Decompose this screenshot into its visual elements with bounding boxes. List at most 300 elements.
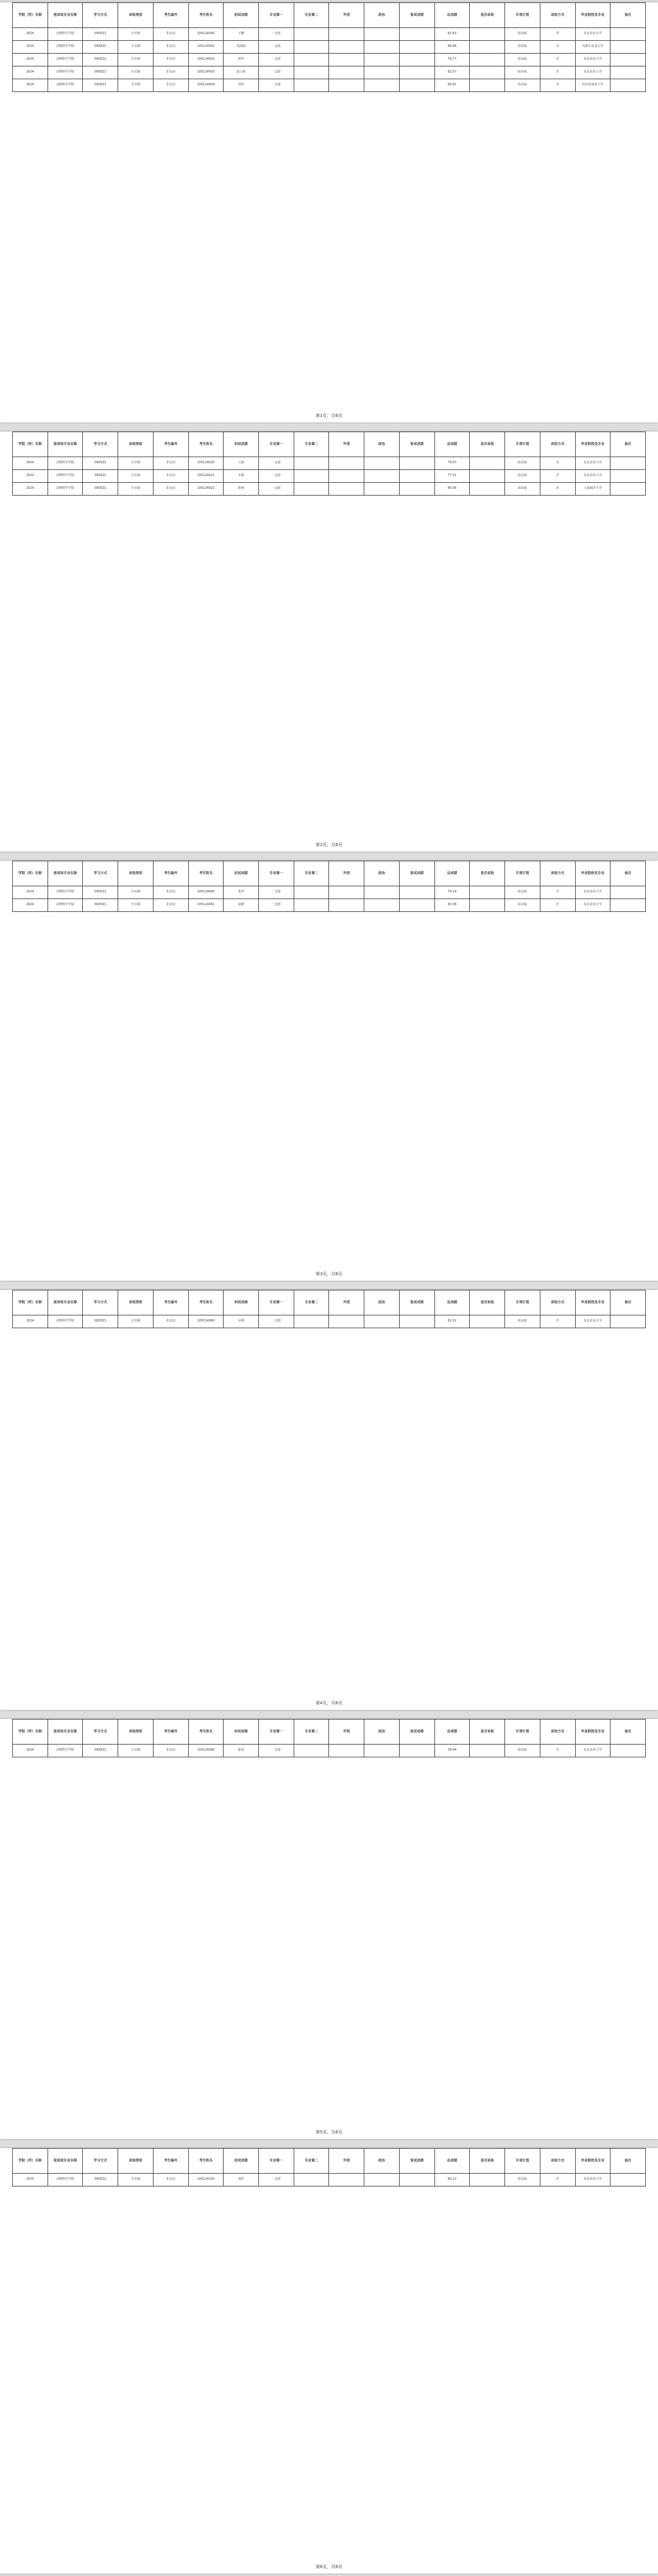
table-cell: 80.61 — [434, 79, 470, 92]
column-header: 初试成绩 — [224, 1720, 259, 1745]
table-cell — [399, 28, 434, 41]
column-header: 报录取专业名称 — [48, 1290, 83, 1315]
table-cell — [364, 483, 400, 496]
table-cell — [294, 886, 329, 899]
table-row — [13, 54, 646, 66]
table-cell: 否 — [540, 457, 575, 470]
table-cell: 哈尔滨商业大学 — [575, 79, 610, 92]
column-header: 专项计划 — [505, 861, 540, 886]
column-header: 考生编号 — [153, 2149, 188, 2174]
table-cell: 2024 — [13, 470, 48, 483]
table-cell: 一志愿 — [259, 483, 294, 496]
admission-table — [12, 861, 646, 912]
table-cell: 2024 — [13, 1315, 48, 1328]
table-cell: 否 — [540, 79, 575, 92]
table-cell: 非定向 — [153, 457, 188, 470]
table-cell — [329, 483, 364, 496]
column-header: 考生姓名 — [188, 1290, 224, 1315]
table-cell: 80.36 — [434, 483, 470, 496]
table-cell — [364, 899, 400, 912]
table-cell: 79.77 — [434, 54, 470, 66]
column-header: 初试成绩 — [224, 3, 259, 28]
table-cell: 动物科学学院 — [48, 470, 83, 483]
table-cell — [294, 41, 329, 54]
column-header: 是否录取 — [470, 861, 505, 886]
table-row — [13, 457, 646, 470]
column-header: 初试成绩 — [224, 432, 259, 457]
table-body — [13, 886, 646, 912]
table-header — [13, 432, 646, 457]
table-cell — [329, 66, 364, 79]
table-row — [13, 28, 646, 41]
table-cell: 0905Z1 — [83, 79, 118, 92]
table-cell: 2024 — [13, 1745, 48, 1757]
column-header: 专项计划 — [505, 3, 540, 28]
table-cell — [399, 1745, 434, 1757]
table-cell: 拟录取 — [505, 28, 540, 41]
column-header: 政治 — [364, 1720, 400, 1745]
table-cell: 韩华 — [224, 54, 259, 66]
table-cell — [399, 470, 434, 483]
table-cell — [294, 1745, 329, 1757]
page-sheet-4 — [0, 1290, 658, 1710]
column-header: 专业课二 — [294, 3, 329, 28]
column-header: 学院（所）名称 — [13, 432, 48, 457]
table-cell: 78.67 — [434, 457, 470, 470]
table-cell: 全日制 — [118, 457, 154, 470]
column-header: 外语 — [329, 432, 364, 457]
column-header: 专项计划 — [505, 1720, 540, 1745]
table-cell: 一志愿 — [259, 41, 294, 54]
table-cell: 非定向 — [153, 886, 188, 899]
table-cell: 东北农业大学 — [575, 2174, 610, 2186]
column-header: 外语 — [329, 861, 364, 886]
table-cell: 一志愿 — [259, 79, 294, 92]
column-header: 毕业院校及专业 — [575, 861, 610, 886]
table-cell: 动物科学学院 — [48, 457, 83, 470]
table-cell: 非定向 — [153, 79, 188, 92]
page-sheet-5 — [0, 1719, 658, 2139]
table-body — [13, 28, 646, 92]
table-cell: 王丽 — [224, 457, 259, 470]
table-cell — [329, 2174, 364, 2186]
table-cell — [610, 28, 646, 41]
table-cell: 拟录取 — [505, 483, 540, 496]
header-row — [13, 861, 646, 886]
table-cell — [294, 483, 329, 496]
column-header: 总成绩 — [434, 432, 470, 457]
table-cell — [610, 66, 646, 79]
table-cell: 0905Z1 — [83, 66, 118, 79]
column-header: 初试成绩 — [224, 1290, 259, 1315]
column-header: 复试成绩 — [399, 861, 434, 886]
table-row — [13, 41, 646, 54]
table-cell — [364, 28, 400, 41]
table-cell — [470, 2174, 505, 2186]
table-cell: 0905Z1 — [83, 41, 118, 54]
column-header: 录取方式 — [540, 3, 575, 28]
column-header: 初试成绩 — [224, 2149, 259, 2174]
table-cell — [364, 2174, 400, 2186]
column-header: 复试成绩 — [399, 1290, 434, 1315]
table-cell: 2024 — [13, 41, 48, 54]
table-body — [13, 457, 646, 496]
table-cell — [329, 886, 364, 899]
table-cell — [470, 54, 505, 66]
page-footer: 第5页，共6页 — [316, 2130, 342, 2135]
table-cell: 105124001 — [188, 41, 224, 54]
table-cell: 动物科学学院 — [48, 54, 83, 66]
table-cell: 否 — [540, 470, 575, 483]
table-cell — [470, 1315, 505, 1328]
table-cell — [610, 457, 646, 470]
table-cell: 拟录取 — [505, 54, 540, 66]
column-header: 考生编号 — [153, 3, 188, 28]
table-row — [13, 1745, 646, 1757]
table-cell — [294, 79, 329, 92]
table-cell: 陈晨 — [224, 1745, 259, 1757]
column-header: 考生编号 — [153, 861, 188, 886]
table-cell — [470, 1745, 505, 1757]
table-cell: 赵立新 — [224, 66, 259, 79]
column-header: 报录取专业名称 — [48, 432, 83, 457]
table-cell — [470, 483, 505, 496]
table-cell: 东北农业大学 — [575, 54, 610, 66]
header-row — [13, 1720, 646, 1745]
column-header: 总成绩 — [434, 2149, 470, 2174]
table-cell — [329, 1745, 364, 1757]
column-header: 录取类别 — [118, 861, 154, 886]
column-header: 报录取专业名称 — [48, 1720, 83, 1745]
page-footer: 第2页，共6页 — [316, 842, 342, 847]
column-header: 备注 — [610, 2149, 646, 2174]
table-cell — [364, 41, 400, 54]
table-row — [13, 886, 646, 899]
table-cell: 非定向 — [153, 470, 188, 483]
table-cell — [399, 483, 434, 496]
table-cell: 0905Z1 — [83, 28, 118, 41]
table-cell: 王鹏 — [224, 28, 259, 41]
table-cell: 否 — [540, 1745, 575, 1757]
table-cell: 动物科学学院 — [48, 1315, 83, 1328]
column-header: 报录取专业名称 — [48, 3, 83, 28]
column-header: 外语 — [329, 3, 364, 28]
table-cell: 动物科学学院 — [48, 66, 83, 79]
table-cell: 东北农业大学 — [575, 1315, 610, 1328]
table-row — [13, 899, 646, 912]
column-header: 政治 — [364, 861, 400, 886]
table-cell: 拟录取 — [505, 1745, 540, 1757]
column-header: 学院（所）名称 — [13, 1290, 48, 1315]
table-cell: 拟录取 — [505, 2174, 540, 2186]
table-cell — [399, 1315, 434, 1328]
table-cell: 全日制 — [118, 1745, 154, 1757]
table-cell: 105124003 — [188, 66, 224, 79]
table-cell: 动物科学学院 — [48, 886, 83, 899]
column-header: 考生编号 — [153, 1720, 188, 1745]
admission-table — [12, 1290, 646, 1328]
table-cell — [294, 470, 329, 483]
page-sheet-2 — [0, 432, 658, 852]
table-cell — [364, 1315, 400, 1328]
column-header: 专业课一 — [259, 2149, 294, 2174]
column-header: 备注 — [610, 3, 646, 28]
column-header: 学习方式 — [83, 432, 118, 457]
table-cell — [294, 54, 329, 66]
table-cell — [399, 886, 434, 899]
table-cell: 一志愿 — [259, 66, 294, 79]
table-cell — [399, 66, 434, 79]
table-cell: 82.57 — [434, 66, 470, 79]
column-header: 考生姓名 — [188, 861, 224, 886]
column-header: 学院（所）名称 — [13, 861, 48, 886]
table-cell: 非定向 — [153, 1745, 188, 1757]
table-cell — [329, 470, 364, 483]
table-row — [13, 2174, 646, 2186]
table-cell: 否 — [540, 28, 575, 41]
table-cell: 2024 — [13, 886, 48, 899]
table-cell — [470, 899, 505, 912]
table-cell: 0905Z1 — [83, 886, 118, 899]
table-cell — [294, 457, 329, 470]
table-cell: 东北农业大学 — [575, 1745, 610, 1757]
table-cell: 105124021 — [188, 470, 224, 483]
column-header: 政治 — [364, 3, 400, 28]
table-cell — [610, 2174, 646, 2186]
column-header: 专业课二 — [294, 861, 329, 886]
table-cell: 拟录取 — [505, 41, 540, 54]
table-cell — [470, 886, 505, 899]
table-cell: 否 — [540, 41, 575, 54]
table-cell: 东北农业大学 — [575, 66, 610, 79]
table-cell: 全日制 — [118, 79, 154, 92]
table-cell: 东北农业大学 — [575, 886, 610, 899]
table-cell — [364, 1745, 400, 1757]
column-header: 专项计划 — [505, 2149, 540, 2174]
table-cell: 拟录取 — [505, 886, 540, 899]
table-cell: 2024 — [13, 899, 48, 912]
column-header: 专项计划 — [505, 1290, 540, 1315]
table-cell — [470, 470, 505, 483]
header-row — [13, 2149, 646, 2174]
header-row — [13, 432, 646, 457]
table-cell: 非定向 — [153, 483, 188, 496]
table-cell: 动物科学学院 — [48, 79, 83, 92]
column-header: 考生姓名 — [188, 3, 224, 28]
column-header: 专项计划 — [505, 432, 540, 457]
table-cell: 一志愿 — [259, 470, 294, 483]
table-cell: 0905Z1 — [83, 1315, 118, 1328]
table-cell: 81.02 — [434, 1315, 470, 1328]
table-cell: 拟录取 — [505, 66, 540, 79]
page-sheet-6 — [0, 2148, 658, 2574]
table-cell — [610, 886, 646, 899]
table-cell — [329, 1315, 364, 1328]
table-cell — [399, 2174, 434, 2186]
table-header — [13, 1290, 646, 1315]
table-cell — [329, 457, 364, 470]
table-cell: 孙明 — [224, 483, 259, 496]
column-header: 外语 — [329, 1720, 364, 1745]
table-cell: 一志愿 — [259, 28, 294, 41]
column-header: 考生编号 — [153, 1290, 188, 1315]
table-cell — [294, 2174, 329, 2186]
table-cell: 刘洋 — [224, 2174, 259, 2186]
table-cell — [610, 54, 646, 66]
table-cell: 79.14 — [434, 886, 470, 899]
table-cell: 全日制 — [118, 1315, 154, 1328]
column-header: 总成绩 — [434, 1290, 470, 1315]
table-cell: 105124020 — [188, 457, 224, 470]
table-cell — [470, 66, 505, 79]
table-cell: 0905Z1 — [83, 483, 118, 496]
table-header — [13, 2149, 646, 2174]
page-footer: 第3页，共6页 — [316, 1272, 342, 1276]
table-cell: 动物科学学院 — [48, 1745, 83, 1757]
table-cell: 全日制 — [118, 54, 154, 66]
table-cell — [399, 899, 434, 912]
table-cell: 否 — [540, 483, 575, 496]
column-header: 毕业院校及专业 — [575, 1720, 610, 1745]
table-cell: 非定向 — [153, 28, 188, 41]
column-header: 专业课一 — [259, 432, 294, 457]
table-cell: 一志愿 — [259, 886, 294, 899]
table-body — [13, 1315, 646, 1328]
table-cell: 一志愿 — [259, 1315, 294, 1328]
table-cell: 非定向 — [153, 2174, 188, 2186]
column-header: 是否录取 — [470, 432, 505, 457]
table-cell: 0905Z1 — [83, 54, 118, 66]
column-header: 备注 — [610, 861, 646, 886]
table-cell — [610, 470, 646, 483]
column-header: 毕业院校及专业 — [575, 2149, 610, 2174]
table-cell: 82.08 — [434, 899, 470, 912]
column-header: 复试成绩 — [399, 3, 434, 28]
table-cell — [470, 79, 505, 92]
table-cell — [610, 79, 646, 92]
table-cell — [364, 470, 400, 483]
column-header: 复试成绩 — [399, 432, 434, 457]
column-header: 学习方式 — [83, 2149, 118, 2174]
table-cell: 全日制 — [118, 886, 154, 899]
table-cell: 否 — [540, 54, 575, 66]
table-cell: 李强 — [224, 470, 259, 483]
table-header — [13, 3, 646, 28]
column-header: 专业课一 — [259, 1720, 294, 1745]
table-cell — [329, 41, 364, 54]
page-sheet-3 — [0, 861, 658, 1281]
table-cell — [364, 54, 400, 66]
column-header: 复试成绩 — [399, 2149, 434, 2174]
table-cell — [470, 457, 505, 470]
table-cell — [610, 1315, 646, 1328]
table-cell: 81.63 — [434, 28, 470, 41]
table-cell — [610, 41, 646, 54]
table-cell: 东北农业大学 — [575, 899, 610, 912]
table-cell: 动物科学学院 — [48, 899, 83, 912]
page-sheet-1 — [0, 2, 658, 422]
table-cell: 一志愿 — [259, 54, 294, 66]
table-cell — [399, 457, 434, 470]
table-cell — [470, 41, 505, 54]
table-cell: 全日制 — [118, 28, 154, 41]
table-header — [13, 1720, 646, 1745]
table-cell: 0905Z1 — [83, 2174, 118, 2186]
table-cell: 一志愿 — [259, 1745, 294, 1757]
column-header: 学习方式 — [83, 861, 118, 886]
column-header: 专业课二 — [294, 432, 329, 457]
table-cell: 0905Z1 — [83, 470, 118, 483]
table-cell: 张伟 — [224, 886, 259, 899]
table-cell — [399, 79, 434, 92]
column-header: 备注 — [610, 1720, 646, 1745]
table-cell: 上海海洋大学 — [575, 483, 610, 496]
table-cell: 105124100 — [188, 2174, 224, 2186]
table-cell: 东北农业大学 — [575, 457, 610, 470]
table-cell — [329, 79, 364, 92]
table-row — [13, 483, 646, 496]
admission-table — [12, 2, 646, 92]
table-cell: 0905Z1 — [83, 1745, 118, 1757]
table-cell: 105124000 — [188, 28, 224, 41]
table-cell: 105124041 — [188, 899, 224, 912]
column-header: 录取方式 — [540, 432, 575, 457]
table-cell: 否 — [540, 886, 575, 899]
table-cell — [329, 899, 364, 912]
column-header: 总成绩 — [434, 861, 470, 886]
column-header: 毕业院校及专业 — [575, 432, 610, 457]
column-header: 录取类别 — [118, 1290, 154, 1315]
table-cell — [329, 28, 364, 41]
table-cell: 105124004 — [188, 79, 224, 92]
table-cell: 周静 — [224, 899, 259, 912]
column-header: 专业课一 — [259, 861, 294, 886]
table-cell: 全日制 — [118, 41, 154, 54]
column-header: 专业课二 — [294, 1720, 329, 1745]
column-header: 录取方式 — [540, 861, 575, 886]
table-cell: 105124080 — [188, 1745, 224, 1757]
table-cell: 东北农业大学 — [575, 470, 610, 483]
table-cell — [364, 66, 400, 79]
table-cell: 一志愿 — [259, 899, 294, 912]
table-cell — [329, 54, 364, 66]
table-cell — [294, 899, 329, 912]
table-cell: 全日制 — [118, 2174, 154, 2186]
table-cell: 非定向 — [153, 899, 188, 912]
column-header: 录取类别 — [118, 3, 154, 28]
table-cell — [294, 1315, 329, 1328]
column-header: 外语 — [329, 2149, 364, 2174]
column-header: 学习方式 — [83, 1720, 118, 1745]
column-header: 是否录取 — [470, 1290, 505, 1315]
table-cell: 全日制 — [118, 483, 154, 496]
page-footer: 第1页，共6页 — [316, 413, 342, 418]
table-cell — [364, 457, 400, 470]
table-cell: 2024 — [13, 66, 48, 79]
column-header: 是否录取 — [470, 1720, 505, 1745]
table-cell: 2024 — [13, 79, 48, 92]
table-cell — [610, 899, 646, 912]
column-header: 录取方式 — [540, 1290, 575, 1315]
table-cell: 动物科学学院 — [48, 41, 83, 54]
column-header: 专业课一 — [259, 1290, 294, 1315]
column-header: 毕业院校及专业 — [575, 3, 610, 28]
column-header: 专业课二 — [294, 1290, 329, 1315]
table-cell — [470, 28, 505, 41]
table-cell: 非定向 — [153, 66, 188, 79]
column-header: 录取方式 — [540, 1720, 575, 1745]
table-cell: 刘伟 — [224, 79, 259, 92]
